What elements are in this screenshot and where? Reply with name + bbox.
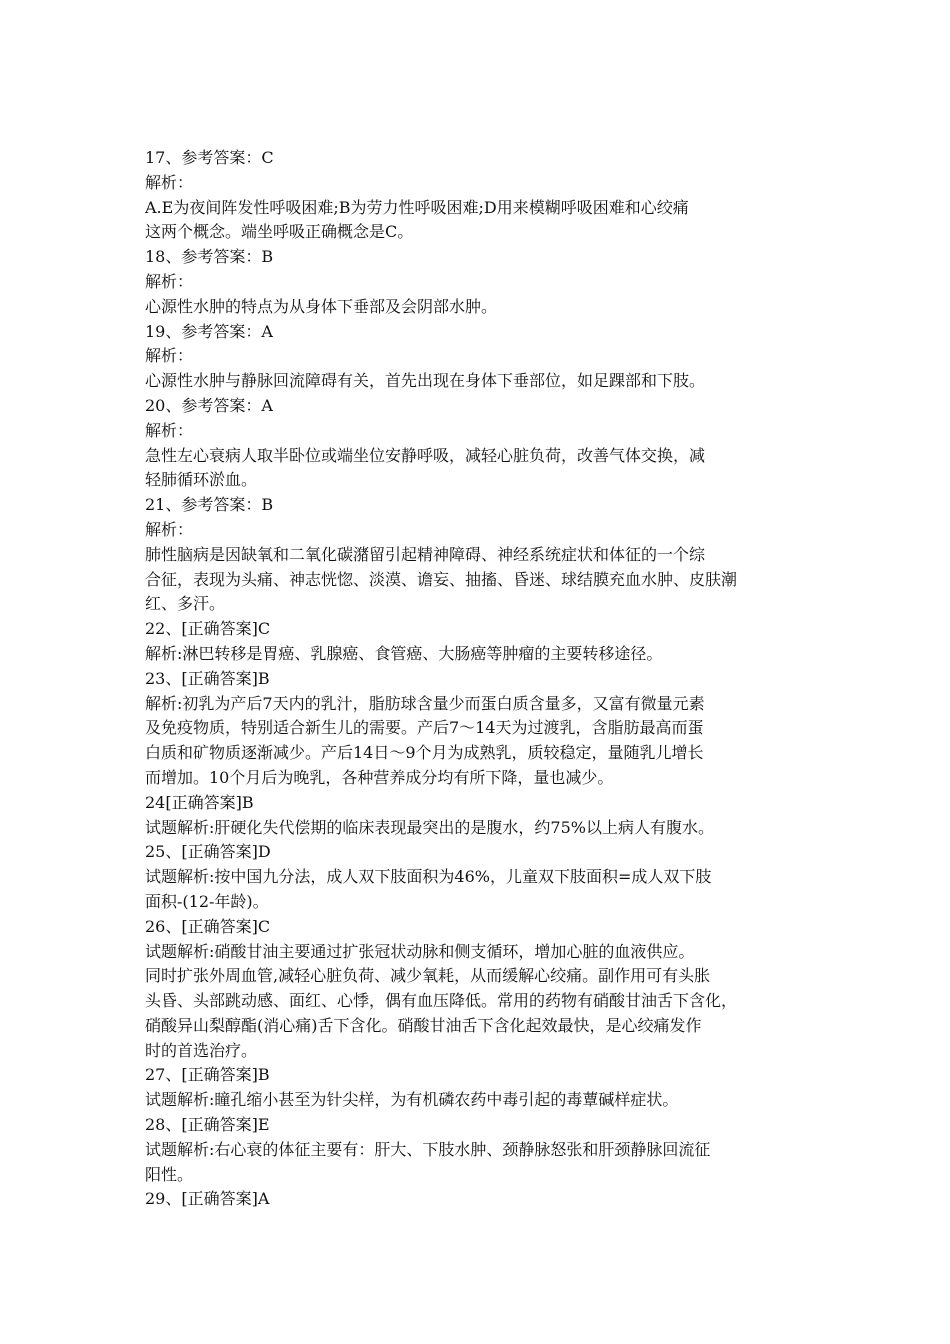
text-line: 试题解析:肝硬化失代偿期的临床表现最突出的是腹水，约75%以上病人有腹水。 [145,817,714,837]
text-line: 21、参考答案：B [145,495,274,515]
text-line: 面积-(12-年龄)。 [145,891,269,911]
text-line: 及免疫物质，特别适合新生儿的需要。产后7～14天为过渡乳，含脂肪最高而蛋 [145,718,704,738]
text-line: 这两个概念。端坐呼吸正确概念是C。 [145,222,414,242]
text-line: 试题解析:硝酸甘油主要通过扩张冠状动脉和侧支循环，增加心脏的血液供应。 [145,941,695,961]
answer-explanations [145,146,815,1212]
text-line: 硝酸异山梨醇酯(消心痛)舌下含化。硝酸甘油舌下含化起效最快，是心绞痛发作 [145,1015,702,1035]
text-line: 解析： [145,346,194,366]
text-line: 轻肺循环淤血。 [145,470,258,490]
text-line: 22、[正确答案]C [145,619,271,639]
text-line: 心源性水肿的特点为从身体下垂部及会阴部水肿。 [145,296,498,316]
text-line: 试题解析:右心衰的体征主要有：肝大、下肢水肿、颈静脉怒张和肝颈静脉回流征 [145,1139,711,1159]
text-line: 解析： [145,420,194,440]
text-line: 解析:淋巴转移是胃癌、乳腺癌、食管癌、大肠癌等肿瘤的主要转移途径。 [145,643,663,663]
text-line: 白质和矿物质逐渐减少。产后14日～9个月为成熟乳，质较稳定，量随乳儿增长 [145,743,704,763]
text-line: 24[正确答案]B [145,792,254,812]
text-line: 18、参考答案：B [145,247,274,267]
text-line: 28、[正确答案]E [145,1115,270,1135]
text-line: 试题解析:瞳孔缩小甚至为针尖样，为有机磷农药中毒引起的毒蕈碱样症状。 [145,1090,679,1110]
text-line: 29、[正确答案]A [145,1189,270,1209]
text-line: 合征，表现为头痛、神志恍惚、淡漠、谵妄、抽搐、昏迷、球结膜充血水肿、皮肤潮 [145,569,738,589]
text-line: 17、参考答案：C [145,148,274,167]
text-line: 解析： [145,172,194,192]
text-line: 阳性。 [145,1164,194,1184]
text-line: 23、[正确答案]B [145,668,270,688]
text-line: 解析:初乳为产后7天内的乳汁，脂肪球含量少而蛋白质含量多，又富有微量元素 [145,693,705,713]
text-line: 同时扩张外周血管,减轻心脏负荷、减少氧耗，从而缓解心绞痛。副作用可有头胀 [145,966,711,986]
text-line: 27、[正确答案]B [145,1065,270,1085]
text-line: 解析： [145,519,194,539]
text-line: 解析： [145,271,194,291]
text-line: 25、[正确答案]D [145,842,271,862]
text-line: 26、[正确答案]C [145,916,271,936]
text-line: 头昏、头部跳动感、面红、心悸，偶有血压降低。常用的药物有硝酸甘油舌下含化， [145,991,738,1011]
text-line: 心源性水肿与静脉回流障碍有关，首先出现在身体下垂部位，如足踝部和下肢。 [145,371,706,391]
text-line: 20、参考答案：A [145,395,273,415]
text-line: 而增加。10个月后为晚乳，各种营养成分均有所下降，量也减少。 [145,767,614,787]
text-line: 19、参考答案：A [145,321,273,341]
text-line: A.E为夜间阵发性呼吸困难;B为劳力性呼吸困难;D用来模糊呼吸困难和心绞痛 [145,197,689,217]
text-line: 试题解析:按中国九分法，成人双下肢面积为46%，儿童双下肢面积=成人双下肢 [145,867,712,887]
text-line: 时的首选治疗。 [145,1040,258,1060]
text-line: 急性左心衰病人取半卧位或端坐位安静呼吸，减轻心脏负荷，改善气体交换，减 [145,445,706,465]
text-line: 肺性脑病是因缺氧和二氧化碳潴留引起精神障碍、神经系统症状和体征的一个综 [145,544,706,564]
text-line: 红、多汗。 [145,594,226,614]
